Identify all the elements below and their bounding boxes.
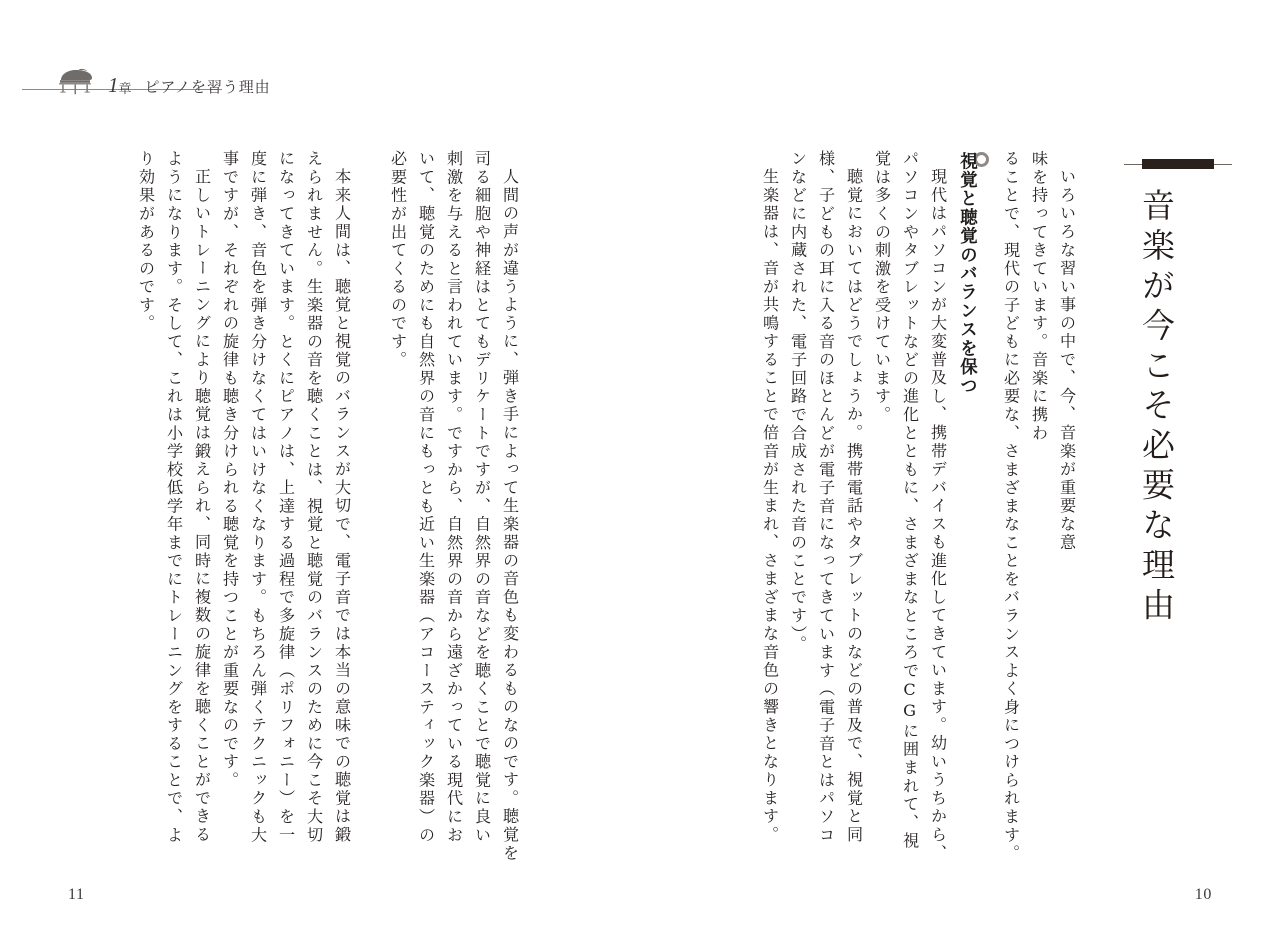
body-column: いて、聴覚のためにも自然界の音にもっとも近い生楽器（アコースティック楽器）の (416, 150, 436, 845)
body-column: 正しいトレーニングにより聴覚は鍛えられ、同時に複数の旋律を聴くことができる (192, 168, 212, 845)
body-column: 司る細胞や神経はとてもデリケートですが、自然界の音などを聴くことで聴覚に良い (472, 150, 492, 845)
page-title: 音楽が今こそ必要な理由 (1137, 188, 1176, 628)
body-column: ンなどに内蔵された、電子回路で合成された音のことです）。 (788, 150, 808, 654)
title-bar (1142, 159, 1214, 169)
section-heading (957, 152, 989, 395)
body-column: 度に弾き、音色を弾き分けなくてはいけなくなります。もちろん弾くテクニックも大 (248, 150, 268, 845)
body-column: 必要性が出てくるのです。 (388, 150, 408, 370)
running-head-chapter-unit: 章 (118, 81, 132, 96)
page-number-left: 11 (68, 886, 85, 903)
section-heading-label: 視覚と聴覚のバランスを保つ (956, 152, 977, 396)
grand-piano-icon (52, 66, 98, 96)
body-column: 刺激を与えると言われています。ですから、自然界の音から遠ざかっている現代にお (444, 150, 464, 845)
body-column: パソコンやタブレットなどの進化とともに、さまざまなところでCGに囲まれて、視 (900, 150, 920, 851)
running-head-chapter-title: ピアノを習う理由 (144, 80, 271, 96)
body-column: 現代はパソコンが大変普及し、携帯デバイスも進化してきています。幼いうちから、 (928, 168, 948, 863)
body-column: 覚は多くの刺激を受けています。 (872, 150, 892, 425)
body-column: ることで、現代の子どもに必要な、さまざまなことをバランスよく身につけられます。 (1001, 150, 1021, 863)
running-head-chapter-number: 1 (108, 73, 119, 97)
body-column: 生楽器は、音が共鳴することで倍音が生まれ、さまざまな音色の響きとなります。 (760, 168, 780, 845)
page-number-right: 10 (1194, 886, 1212, 903)
body-column: 味を持ってきています。音楽に携わ (1029, 150, 1049, 443)
body-column: 聴覚においてはどうでしょうか。携帯電話やタブレットのなどの普及で、視覚と同 (844, 168, 864, 845)
body-column: になってきています。とくにピアノは、上達する過程で多旋律（ポリフォニー）を一 (276, 150, 296, 845)
body-column: 様、子どもの耳に入る音のほとんどが電子音になってきています（電子音とはパソコ (816, 150, 836, 845)
body-column: り効果があるのです。 (136, 150, 156, 333)
body-column: ようになります。そして、これは小学校低学年までにトレーニングをすることで、よ (164, 150, 184, 845)
circle-bullet-icon (974, 152, 989, 167)
body-column: 事ですが、それぞれの旋律も聴き分けられる聴覚を持つことが重要なのです。 (220, 150, 240, 790)
title-decoration-rule (1124, 158, 1232, 170)
body-column: 本来人間は、聴覚と視覚のバランスが大切で、電子音では本当の意味での聴覚は鍛 (332, 168, 352, 845)
body-column: 人間の声が違うように、弾き手によって生楽器の音色も変わるものなのです。聴覚を (500, 168, 520, 863)
body-column: えられません。生楽器の音を聴くことは、視覚と聴覚のバランスのために今こそ大切 (304, 150, 324, 845)
running-head (22, 58, 442, 98)
body-column: いろいろな習い事の中で、今、音楽が重要な意 (1057, 168, 1077, 552)
